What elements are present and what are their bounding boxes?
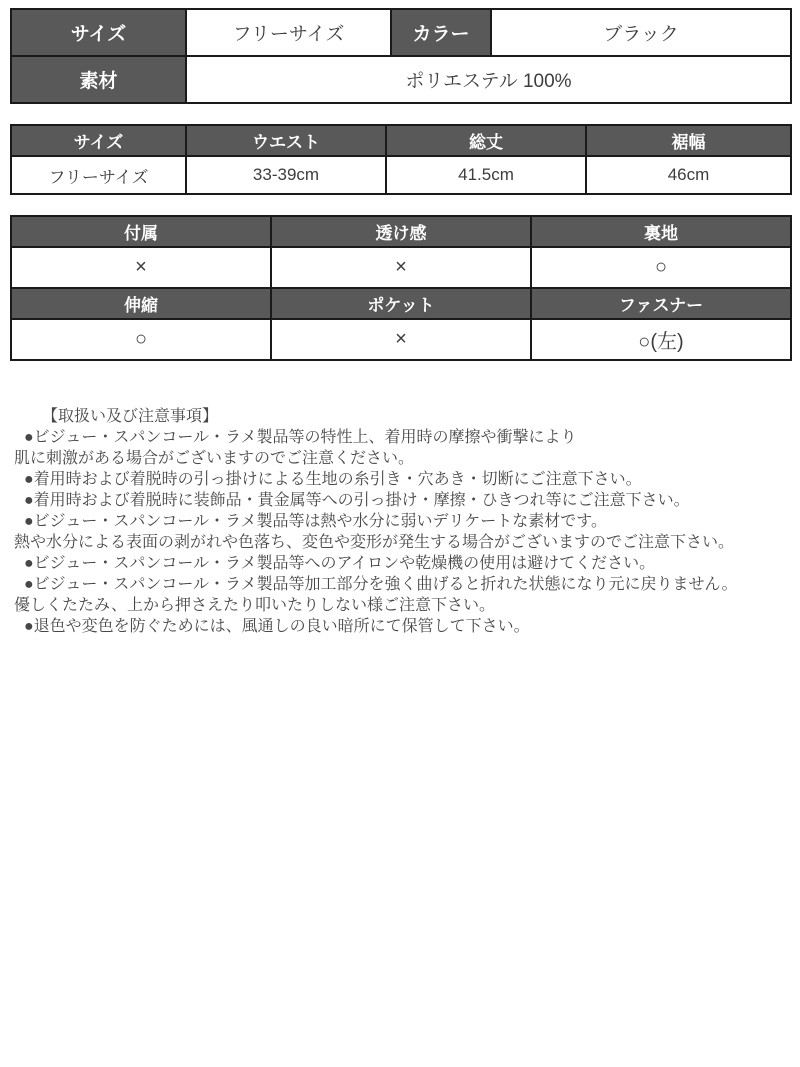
material-label: 素材 (11, 56, 186, 103)
col-header-zipper: ファスナー (531, 288, 791, 319)
measurements-table (10, 124, 792, 195)
cell-stretch: ○ (11, 319, 271, 360)
table-header-row (11, 125, 791, 156)
col-header-total-length: 総丈 (386, 125, 586, 156)
care-note-line: 熱や水分による表面の剥がれや色落ち、変色や変形が発生する場合がございますのでご注意下さい。 (14, 534, 735, 551)
care-note-line: ●着用時および着脱時に装飾品・貴金属等への引っ掛け・摩擦・ひきつれ等にご注意下さい。 (24, 492, 690, 509)
size-value: フリーサイズ (186, 9, 391, 56)
care-notes-title: 【取扱い及び注意事項】 (42, 408, 219, 425)
care-note-line: ●退色や変色を防ぐためには、風通しの良い暗所にて保管して下さい。 (24, 618, 530, 635)
table-header-row (11, 288, 791, 319)
color-label: カラー (391, 9, 491, 56)
cell-hem-width: 46cm (586, 156, 791, 194)
cell-waist: 33-39cm (186, 156, 386, 194)
care-note-line: ●ビジュー・スパンコール・ラメ製品等へのアイロンや乾燥機の使用は避けてください。 (24, 555, 656, 572)
cell-size: フリーサイズ (11, 156, 186, 194)
col-header-stretch: 伸縮 (11, 288, 271, 319)
col-header-pocket: ポケット (271, 288, 531, 319)
table-row (11, 9, 791, 56)
care-notes (10, 406, 790, 637)
table-header-row (11, 216, 791, 247)
cell-accessories: × (11, 247, 271, 288)
col-header-sheerness: 透け感 (271, 216, 531, 247)
col-header-lining: 裏地 (531, 216, 791, 247)
care-note-line: ●ビジュー・スパンコール・ラメ製品等は熱や水分に弱いデリケートな素材です。 (24, 513, 607, 530)
care-note-line: ●着用時および着脱時の引っ掛けによる生地の糸引き・穴あき・切断にご注意下さい。 (24, 471, 642, 488)
table-row (11, 56, 791, 103)
features-table (10, 215, 792, 361)
color-value: ブラック (491, 9, 791, 56)
care-note-line: 肌に刺激がある場合がございますのでご注意ください。 (14, 450, 415, 467)
table-row (11, 319, 791, 360)
cell-total-length: 41.5cm (386, 156, 586, 194)
table-row (11, 247, 791, 288)
care-note-line: 優しくたたみ、上から押さえたり叩いたりしない様ご注意下さい。 (14, 597, 495, 614)
care-note-line: ●ビジュー・スパンコール・ラメ製品等加工部分を強く曲げると折れた状態になり元に戻りません。 (24, 576, 738, 593)
col-header-waist: ウエスト (186, 125, 386, 156)
cell-lining: ○ (531, 247, 791, 288)
material-value: ポリエステル 100% (186, 56, 791, 103)
size-color-material-table (10, 8, 792, 104)
size-label: サイズ (11, 9, 186, 56)
cell-pocket: × (271, 319, 531, 360)
table-row (11, 156, 791, 194)
col-header-accessories: 付属 (11, 216, 271, 247)
col-header-hem-width: 裾幅 (586, 125, 791, 156)
care-note-line: ●ビジュー・スパンコール・ラメ製品等の特性上、着用時の摩擦や衝撃により (24, 429, 577, 446)
col-header-size: サイズ (11, 125, 186, 156)
cell-zipper: ○(左) (531, 319, 791, 360)
cell-sheerness: × (271, 247, 531, 288)
